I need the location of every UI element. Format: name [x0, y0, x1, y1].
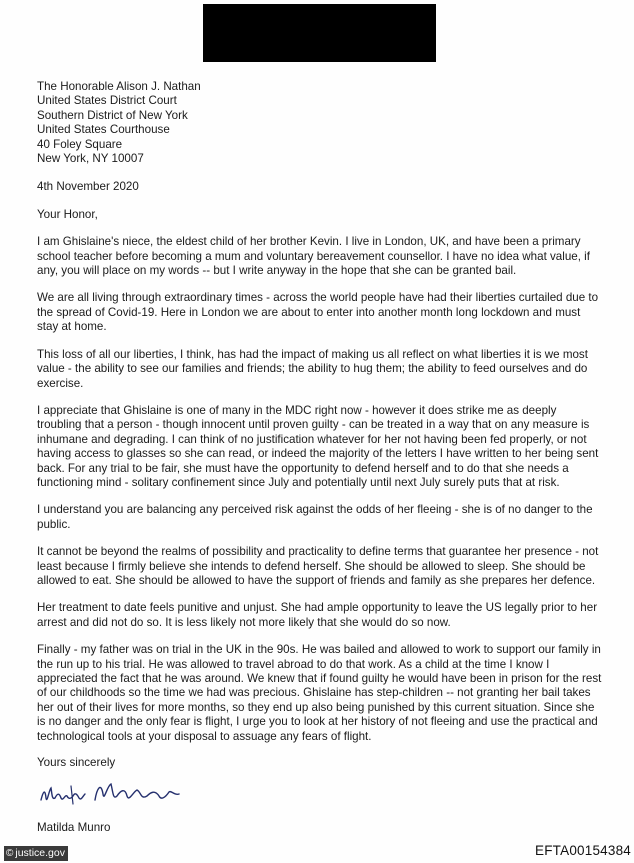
address-line: New York, NY 10007 — [37, 152, 144, 166]
paragraph: It cannot be beyond the realms of possibility and practicality to define terms that guarantee her presence - not least because I firmly believe she intends to defend herself. She should be allowed to sleep. She should be allowed to eat. She should be allowed to have the support of friends and family as she prepares her defence. — [37, 545, 599, 587]
address-line: Southern District of New York — [37, 108, 188, 122]
letter-date: 4th November 2020 — [37, 180, 139, 194]
address-line: The Honorable Alison J. Nathan — [37, 80, 201, 93]
paragraph: I am Ghislaine's niece, the eldest child of her brother Kevin. I live in London, UK, and have been a primary school teacher before becoming a mum and voluntary bereavement counsellor. I have no idea what value, if any, you will place on my words -- but I write anyway in the hope that she can be granted bail. — [37, 235, 590, 278]
signer-name: Matilda Munro — [37, 820, 111, 834]
paragraph: Her treatment to date feels punitive and unjust. She had ample opportunity to leave the US legally prior to her arrest and did not do so. It is less likely not more likely that she would do so now. — [37, 601, 598, 629]
redaction-box — [203, 4, 436, 62]
paragraph: We are all living through extraordinary times - across the world people have had their liberties curtailed due to the spread of Covid-19. Here in London we are about to enter into another month long lockdown and must stay at home. — [37, 291, 599, 334]
justice-gov-logo — [4, 846, 68, 861]
paragraph: Finally - my father was on trial in the UK in the 90s. He was bailed and allowed to work to support our family in the run up to his trial. He was allowed to travel abroad to do that work. As a child at the time I know I appreciated the fact that he was around. We knew that if found guilty he would have been in prison for the rest of our childhoods so the time we had was precious. Ghislaine has step-children -- not granting her bail takes her out of their lives for more months, so they end up also being punished by this current situation. Since she is no danger and the only fear is flight, I urge you to look at her history of not fleeing and use the practical and technological tools at your disposal to assuage any fears of flight. — [37, 643, 602, 743]
address-line: 40 Foley Square — [37, 137, 123, 151]
recipient-address — [37, 80, 603, 166]
address-line: United States District Court — [37, 94, 177, 108]
paragraph: I appreciate that Ghislaine is one of many in the MDC right now - however it does strike me as deeply troubling that a person - though innocent until proven guilty - can be treated in a way that on any measure is inhumane and degrading. I can think of no justification whatever for her not having been fed properly, or not having access to glasses so she can read, or indeed the majority of the letters I have written to her being sent back. For any trial to be fair, she must have the opportunity to defend herself and to do that she needs a functioning mind - solitary confinement since July and potentially until next July surely puts that at risk. — [37, 403, 599, 489]
copyright-symbol-icon: © — [6, 848, 14, 859]
paragraph: This loss of all our liberties, I think, has had the impact of making us all reflect on what liberties it is we most value - the ability to see our families and friends; the ability to hug them; the ability to feed ourselves and do exercise. — [37, 347, 588, 390]
letter-body — [37, 80, 603, 835]
handwritten-signature-icon — [37, 774, 237, 812]
logo-text: justice.gov — [15, 847, 65, 859]
paragraph: I understand you are balancing any perceived risk against the odds of her fleeing - she is of no danger to the public. — [37, 503, 593, 531]
closing: Yours sincerely — [37, 756, 116, 770]
salutation: Your Honor, — [37, 207, 98, 221]
document-id: EFTA00154384 — [535, 843, 631, 858]
address-line: United States Courthouse — [37, 123, 170, 137]
